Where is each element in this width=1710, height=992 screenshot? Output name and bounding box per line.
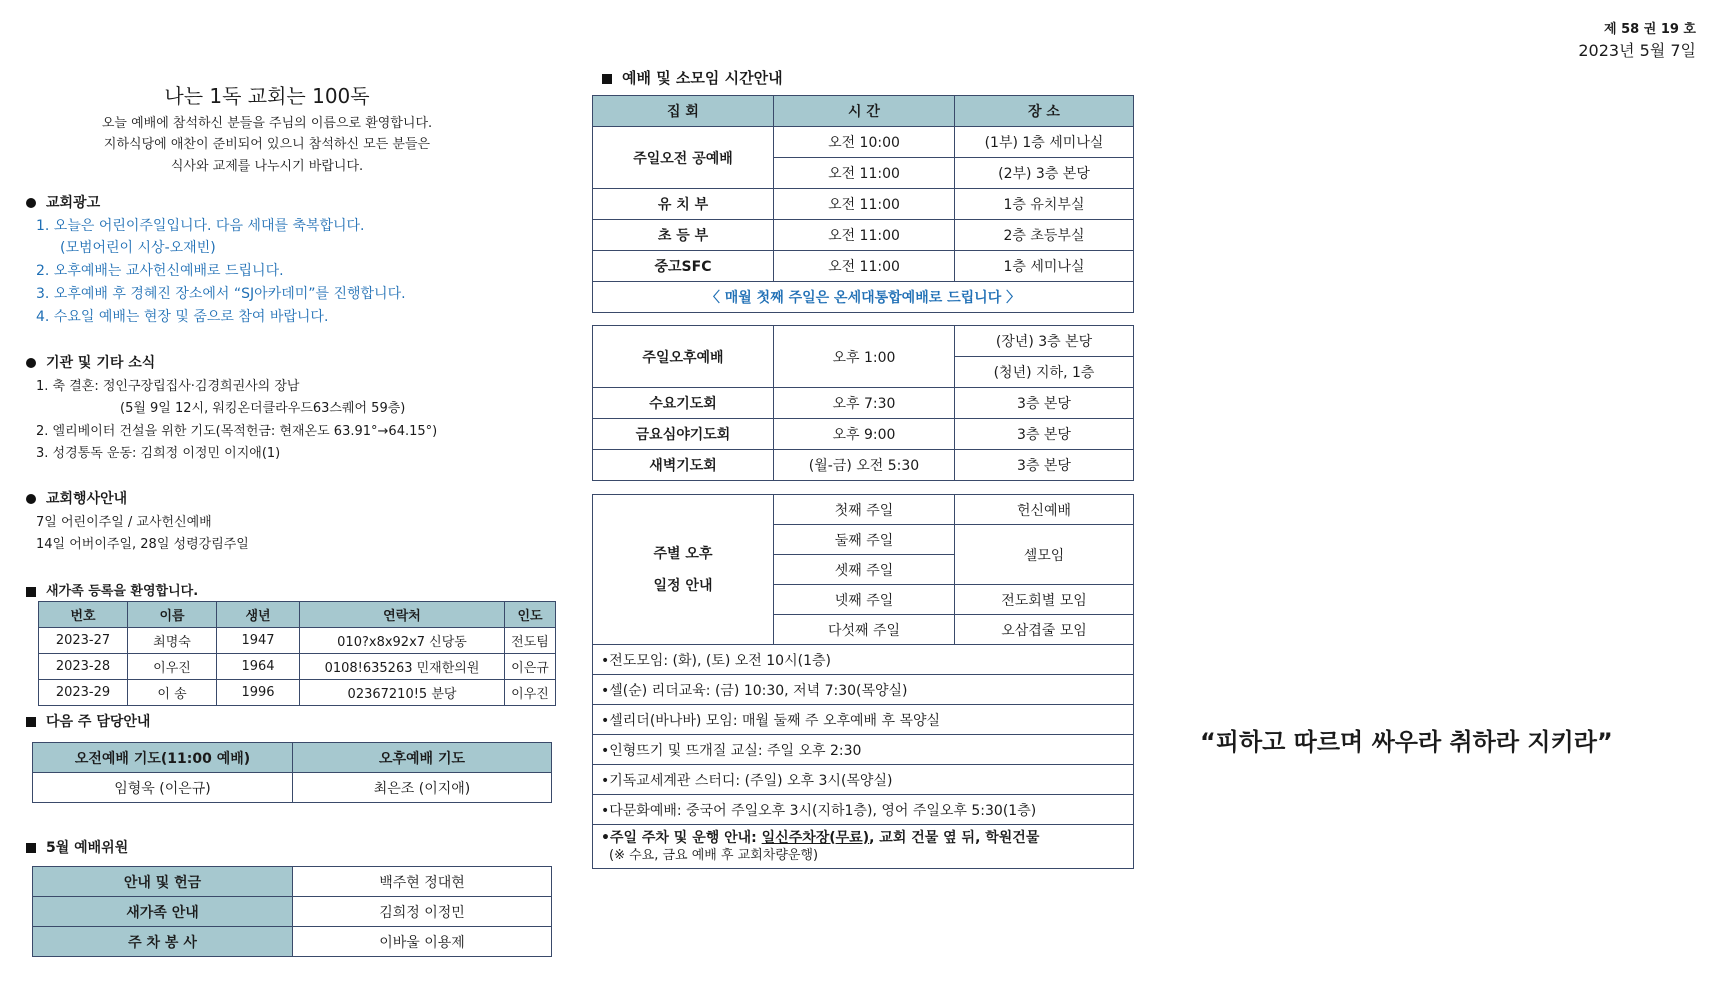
table-cell: 김희정 이정민 [293,897,552,927]
weekly-schedule-name [593,495,774,645]
table-cell: 최은조 (이지애) [293,773,552,803]
may-committee-table [32,866,552,957]
service-time: 오전 11:00 [774,158,955,189]
table-row [593,705,1134,735]
table-row [593,735,1134,765]
intro-line: 지하식당에 애찬이 준비되어 있으니 참석하신 모든 분들은 [103,137,431,152]
service-name: 수요기도회 [593,388,774,419]
table-header: 오전예배 기도(11:00 예배) [33,743,293,773]
weekly-schedule-table [592,494,1134,869]
service-place: (장년) 3층 본당 [955,326,1134,357]
intro-line: 오늘 예배에 참석하신 분들을 주님의 이름으로 환영합니다. [101,116,433,131]
parking-prefix: •주일 주차 및 운행 안내: [601,829,762,846]
schedule-table-afternoon [592,325,1134,481]
church-ads-heading: 교회광고 [26,192,100,212]
org-news-item: 3. 성경통독 운동: 김희정 이정민 이지애(1) [36,446,281,461]
service-place: 3층 본당 [955,419,1134,450]
table-row [593,795,1134,825]
weekly-name-line: 일정 안내 [653,577,713,594]
table-header: 주 차 봉 사 [33,927,293,957]
org-news-item: 1. 축 결혼: 정인구장립집사·김경희권사의 장남 [36,379,300,394]
new-family-table [38,601,556,706]
table-cell: 2023-27 [39,628,128,654]
weekly-name-line: 주별 오후 [653,545,713,562]
service-time: 오전 10:00 [774,127,955,158]
table-row [39,654,556,680]
table-header: 생년 [217,602,300,628]
table-row [593,388,1134,419]
week-label: 첫째 주일 [774,495,955,525]
table-header: 새가족 안내 [33,897,293,927]
church-ad-item: 2. 오후예배는 교사헌신예배로 드립니다. [36,263,284,279]
table-row [593,189,1134,220]
table-cell: 02367210!5 분당 [300,680,505,706]
week-label: 셋째 주일 [774,555,955,585]
table-header: 오후예배 기도 [293,743,552,773]
table-header: 안내 및 헌금 [33,867,293,897]
parking-note [593,825,1134,869]
table-row [33,897,552,927]
service-place: (1부) 1층 세미나실 [955,127,1134,158]
next-week-heading: 다음 주 담당안내 [26,711,150,731]
table-row [593,419,1134,450]
intro-line: 식사와 교제를 나누시기 바랍니다. [170,159,364,174]
table-header: 집 회 [593,96,774,127]
table-row [593,825,1134,869]
service-place: (청년) 지하, 1층 [955,357,1134,388]
weekly-note: •인형뜨기 및 뜨개질 교실: 주일 오후 2:30 [593,735,1134,765]
table-cell: 전도팀 [505,628,556,654]
week-activity: 전도회별 모임 [955,585,1134,615]
table-header: 장 소 [955,96,1134,127]
table-row [593,326,1134,357]
weekly-note: •전도모임: (화), (토) 오전 10시(1층) [593,645,1134,675]
table-cell: 최명숙 [128,628,217,654]
table-row [593,645,1134,675]
service-name: 금요심야기도회 [593,419,774,450]
week-activity: 셀모임 [955,525,1134,585]
event-item: 7일 어린이주일 / 교사헌신예배 [36,515,212,530]
org-news-heading: 기관 및 기타 소식 [26,352,155,372]
service-name: 중고SFC [593,251,774,282]
schedule-note: 〈 매월 첫째 주일은 온세대통합예배로 드립니다 〉 [593,282,1134,313]
table-row [33,867,552,897]
table-row [39,680,556,706]
table-cell: 백주현 정대현 [293,867,552,897]
weekly-note: •다문화예배: 중국어 주일오후 3시(지하1층), 영어 주일오후 5:30(1층) [593,795,1134,825]
service-time: (월-금) 오전 5:30 [774,450,955,481]
next-week-table [32,742,552,803]
table-row [593,127,1134,158]
service-time: 오전 11:00 [774,189,955,220]
table-row [593,220,1134,251]
church-ad-item: 3. 오후예배 후 경혜진 장소에서 “SJ아카데미”를 진행합니다. [36,286,406,302]
table-cell: 010?x8x92x7 신당동 [300,628,505,654]
org-news-item: 2. 엘리베이터 건설을 위한 기도(목적헌금: 현재온도 63.91°→64.15°) [36,424,438,439]
table-header: 이름 [128,602,217,628]
circle-bullet-icon [26,358,36,368]
service-name: 새벽기도회 [593,450,774,481]
church-ad-item: 1. 오늘은 어린이주일입니다. 다음 세대를 축복합니다. [36,218,365,234]
table-header: 인도 [505,602,556,628]
table-header: 연락처 [300,602,505,628]
circle-bullet-icon [26,198,36,208]
service-place: 2층 초등부실 [955,220,1134,251]
table-cell: 2023-28 [39,654,128,680]
table-cell: 1947 [217,628,300,654]
schedule-table [592,95,1134,313]
service-time: 오후 7:30 [774,388,955,419]
service-place: 3층 본당 [955,450,1134,481]
table-row [593,675,1134,705]
schedule-heading: 예배 및 소모임 시간안내 [602,67,783,88]
weekly-note: •기독교세계관 스터디: (주일) 오후 3시(목양실) [593,765,1134,795]
table-header: 시 간 [774,96,955,127]
table-cell: 이우진 [128,654,217,680]
may-committee-heading: 5월 예배위원 [26,837,128,857]
parking-lot: 일신주차장(무료) [761,829,870,846]
service-name: 주일오후예배 [593,326,774,388]
events-heading: 교회행사안내 [26,488,127,508]
week-label: 넷째 주일 [774,585,955,615]
table-cell: 2023-29 [39,680,128,706]
table-row [593,450,1134,481]
table-cell: 이은규 [505,654,556,680]
service-time: 오후 1:00 [774,326,955,388]
bulletin-date: 2023년 5월 7일 [1578,41,1696,60]
square-bullet-icon [602,74,612,84]
square-bullet-icon [26,843,36,853]
parking-suffix: , 교회 건물 옆 뒤, 학원건물 [869,829,1040,846]
table-row [39,628,556,654]
table-cell: 0108!635263 민재한의원 [300,654,505,680]
table-row [33,927,552,957]
service-name: 주일오전 공예배 [593,127,774,189]
table-row [593,765,1134,795]
weekly-note: •셀(순) 리더교육: (금) 10:30, 저녁 7:30(목양실) [593,675,1134,705]
table-header: 번호 [39,602,128,628]
church-ad-item: 4. 수요일 예배는 현장 및 줌으로 참여 바랍니다. [36,309,329,325]
table-row [33,773,552,803]
weekly-note: •셀리더(바나바) 모임: 매월 둘째 주 오후예배 후 목양실 [593,705,1134,735]
square-bullet-icon [26,717,36,727]
week-activity: 헌신예배 [955,495,1134,525]
org-news-item: (5월 9일 12시, 워킹온더클라우드63스퀘어 59층) [120,401,406,416]
table-cell: 1996 [217,680,300,706]
service-name: 초 등 부 [593,220,774,251]
parking-subnote: (※ 수요, 금요 예배 후 교회차량운행) [609,847,819,863]
week-label: 다섯째 주일 [774,615,955,645]
service-place: 1층 유치부실 [955,189,1134,220]
week-label: 둘째 주일 [774,525,955,555]
table-cell: 임형욱 (이은규) [33,773,293,803]
square-bullet-icon [26,587,36,597]
service-time: 오전 11:00 [774,251,955,282]
table-cell: 1964 [217,654,300,680]
church-ad-item: (모범어린이 시상-오재빈) [60,240,216,256]
table-row [593,251,1134,282]
service-time: 오후 9:00 [774,419,955,450]
circle-bullet-icon [26,494,36,504]
service-place: 1층 세미나실 [955,251,1134,282]
volume-number: 제 58 권 19 호 [1604,22,1696,37]
service-time: 오전 11:00 [774,220,955,251]
table-cell: 이우진 [505,680,556,706]
service-place: (2부) 3층 본당 [955,158,1134,189]
table-cell: 이바울 이용제 [293,927,552,957]
new-family-heading: 새가족 등록을 환영합니다. [26,580,198,599]
event-item: 14일 어버이주일, 28일 성령강림주일 [36,537,249,552]
service-name: 유 치 부 [593,189,774,220]
intro-title: 나는 1독 교회는 100독 [164,84,370,108]
week-activity: 오삼겹줄 모임 [955,615,1134,645]
motto: “피하고 따르며 싸우라 취하라 지키라” [1200,728,1613,756]
table-row [593,495,1134,525]
table-cell: 이 송 [128,680,217,706]
service-place: 3층 본당 [955,388,1134,419]
